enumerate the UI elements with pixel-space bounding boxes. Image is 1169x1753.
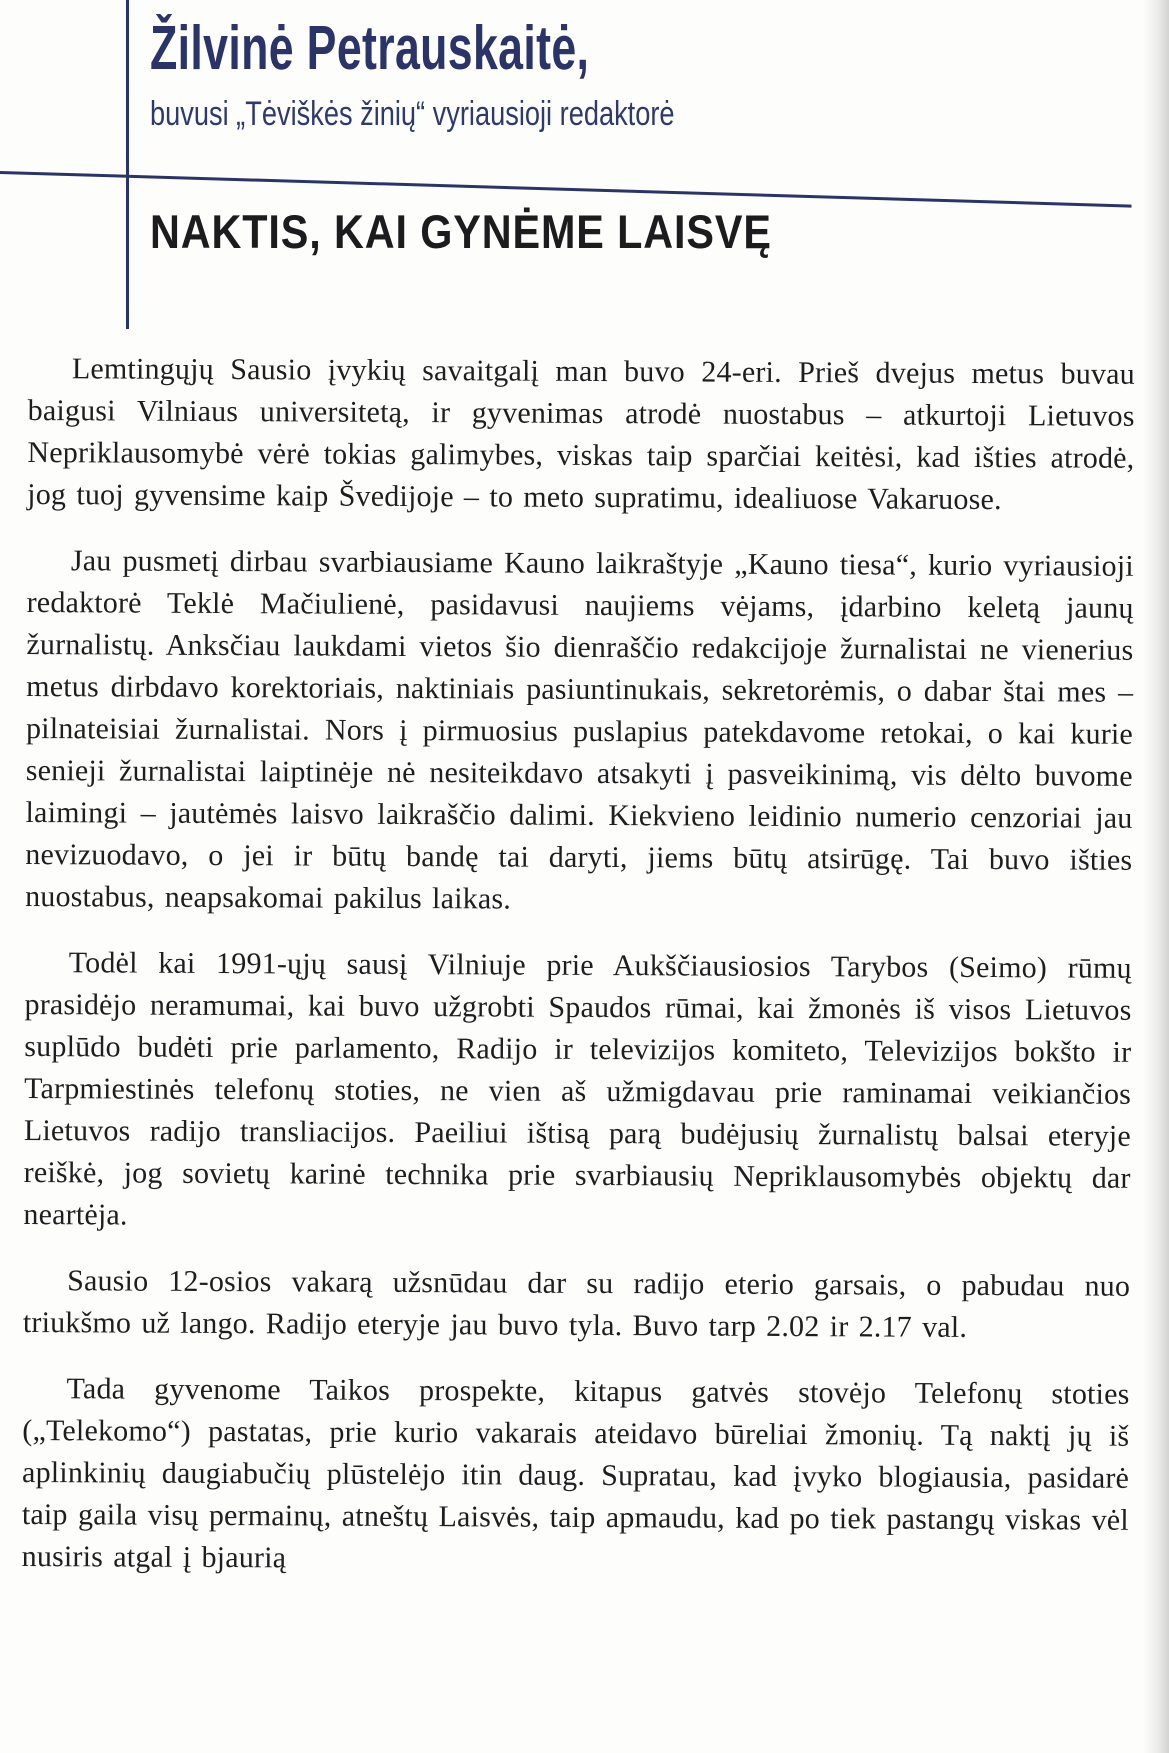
author-subtitle	[150, 96, 806, 133]
author-subtitle-text: buvusi „Tėviškės žinių“ vyriausioji redaktorė	[150, 95, 675, 133]
author-name-text: Žilvinė Petrauskaitė,	[150, 14, 590, 83]
paragraph-5: Tada gyvenome Taikos prospekte, kitapus gatvės stovėjo Telefonų stoties („Telekomo“) pastatas, prie kurio vakarais ateidavo būreliai žmonių. Tą naktį jų iš aplinkinių daugiabučių plūstelėjo itin daug. Supratau, kad įvyko blogiausia, pasidarė taip gaila visų permainų, atneštų Laisvės, taip apmaudu, kad po tiek pastangų viskas vėl nusiris atgal į bjaurią	[21, 1372, 1130, 1575]
scan-edge-shadow	[1143, 0, 1169, 1753]
section-divider-line	[0, 171, 1132, 208]
chapter-title	[150, 206, 857, 258]
paragraph-4: Sausio 12-osios vakarą užsnūdau dar su radijo eterio garsais, o pabudau nuo triukšmo už lango. Radijo eteryje jau buvo tyla. Buvo tarp 2.02 ir 2.17 val.	[22, 1264, 1131, 1344]
paragraph-1: Lemtingųjų Sausio įvykių savaitgalį man buvo 24-eri. Prieš dvejus metus buvau baigusi Vilniaus universitetą, ir gyvenimas atrodė nuostabus – atkurtoji Lietuvos Nepriklausomybė vėrė tokias galimybes, viskas taip sparčiai keitėsi, kad išties atrodė, jog tuoj gyvensime kaip Švedijoje – to meto supratimu, idealiuose Vakaruose.	[27, 352, 1135, 517]
chapter-title-text: NAKTIS, KAI GYNĖME LAISVĘ	[150, 205, 772, 258]
paragraph-2: Jau pusmetį dirbau svarbiausiame Kauno laikraštyje „Kauno tiesa“, kurio vyriausioji redaktorė Teklė Mačiulienė, pasidavusi naujiems vėjams, įdarbino keletą jaunų žurnalistų. Anksčiau laukdami vietos šio dienraščio redakcijoje žurnalistai ne vienerius metus dirbdavo korektoriais, naktiniais pasiuntinukais, sekretorėmis, o dabar štai mes – pilnateisiai žurnalistai. Nors į pirmuosius puslapius patekdavome retokai, o kai kurie senieji žurnalistai laiptinėje nė nesiteikdavo atsakyti į pasveikinimą, vis dėlto buvome laimingi – jautėmės laisvo laikraščio dalimi. Kiekvieno leidinio numerio cenzoriai jau nevizuodavo, o jei ir būtų bandę tai daryti, jiems būtų atsirūgę. Tai buvo išties nuostabus, neapsakomai pakilus laikas.	[25, 544, 1134, 916]
article-body	[21, 348, 1135, 1608]
author-name	[150, 16, 760, 81]
header-vertical-rule	[126, 0, 129, 329]
paragraph-3: Todėl kai 1991-ųjų sausį Vilniuje prie Aukščiausiosios Tarybos (Seimo) rūmų prasidėjo neramumai, kai buvo užgrobti Spaudos rūmai, kai žmonės iš visos Lietuvos suplūdo budėti prie parlamento, Radijo ir televizijos komiteto, Televizijos bokšto ir Tarpmiestinės telefonų stoties, ne vien aš užmigdavau prie raminamai veikiančios Lietuvos radijo transliacijos. Paeiliui ištisą parą budėjusių žurnalistų balsai eteryje reiškė, jog sovietų karinė technika prie svarbiausių Nepriklausomybės objektų dar neartėja.	[23, 946, 1132, 1232]
